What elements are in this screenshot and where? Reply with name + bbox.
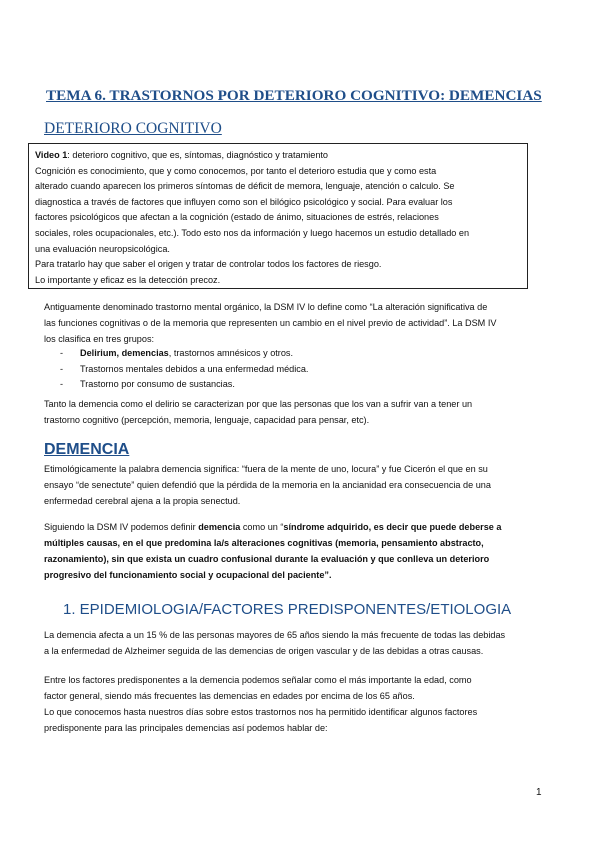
- video-summary-text: [35, 148, 530, 288]
- box-line: Lo importante y eficaz es la detección precoz.: [35, 274, 221, 285]
- text-line: predisponente para las principales demencias así podemos hablar de:: [44, 723, 328, 733]
- list-item-bold: Delirium, demencias: [80, 348, 169, 358]
- text-line: ensayo “de senectute” quien defendió que la pérdida de la memoria en la ancianidad era consecuencia de una: [44, 480, 491, 490]
- list-item-text: Trastornos mentales debidos a una enfermedad médica.: [80, 363, 309, 374]
- paragraph-etimologia: [44, 461, 574, 509]
- list-bullet: -: [60, 379, 64, 390]
- section-heading-demencia: DEMENCIA: [44, 441, 130, 458]
- text-line: las funciones cognitivas o de la memoria que representen un cambio en el nivel previo de actividad”. La DSM IV: [44, 318, 497, 328]
- paragraph-definicion-demencia: [44, 519, 574, 583]
- text-line: Tanto la demencia como el delirio se caracterizan por que las personas que los van a sufrir van a tener un: [44, 399, 473, 409]
- box-line: diagnostica a través de factores que influyen como son el bilógico psicológico y social. Para evaluar los: [35, 196, 453, 207]
- section-heading-deterioro: DETERIORO COGNITIVO: [44, 120, 222, 137]
- box-line: factores psicológicos que afectan a la cognición (estado de ánimo, situaciones de estrés, relaciones: [35, 212, 439, 223]
- text-line: trastorno cognitivo (percepción, memoria, lenguaje, capacidad para pensar, etc).: [44, 415, 370, 425]
- video-heading-line: [35, 148, 530, 164]
- paragraph-dsm-definition: [44, 299, 564, 347]
- list-item-text: Trastorno por consumo de sustancias.: [80, 379, 235, 390]
- box-line: alterado cuando aparecen los primeros síntomas de déficit de memora, lenguaje, atención o calculo. Se: [35, 181, 455, 192]
- page-title: TEMA 6. TRASTORNOS POR DETERIORO COGNITIVO: DEMENCIAS: [46, 87, 542, 104]
- text-line: Antiguamente denominado trastorno mental orgánico, la DSM IV lo define como “La alteración significativa de: [44, 302, 488, 312]
- text-span: Siguiendo la DSM IV podemos definir: [44, 522, 199, 532]
- text-bold: demencia: [198, 522, 241, 532]
- video-label: Video 1: [35, 150, 68, 160]
- section-heading-epidemiologia: 1. EPIDEMIOLOGIA/FACTORES PREDISPONENTES/ETIOLOGIA: [63, 601, 512, 618]
- text-line: Lo que conocemos hasta nuestros días sobre estos trastornos nos ha permitido identificar algunos factores: [44, 707, 478, 717]
- paragraph-factores: [44, 672, 574, 736]
- text-bold: síndrome adquirido, es decir que puede deberse a: [283, 522, 502, 532]
- text-line: factor general, siendo más frecuentes las demencias en edades por encima de los 65 años.: [44, 691, 415, 701]
- text-bold: razonamiento), sin que exista un cuadro confusional durante la evaluación y que conlleva un deterioro: [44, 554, 490, 564]
- dsm-groups-list: [60, 346, 540, 393]
- text-line: [44, 535, 574, 551]
- box-line: Para tratarlo hay que saber el origen y tratar de controlar todos los factores de riesgo.: [35, 259, 382, 270]
- paragraph-prevalencia: [44, 627, 574, 659]
- text-bold: progresivo del funcionamiento social y ocupacional del paciente”.: [44, 570, 332, 580]
- text-span: como un “: [240, 522, 284, 532]
- list-bullet: -: [60, 363, 64, 374]
- text-line: [44, 567, 574, 583]
- box-line: Cognición es conocimiento, que y como conocemos, por tanto el deterioro estudia que y como esta: [35, 165, 437, 176]
- list-item: [60, 362, 540, 378]
- box-line: sociales, roles ocupacionales, etc.). Todo esto nos da información y luego hacemos un estudio detallado en: [35, 227, 470, 238]
- page-number: 1: [536, 787, 542, 798]
- list-bullet: -: [60, 348, 64, 358]
- text-line: los clasifica en tres grupos:: [44, 334, 155, 344]
- text-line: [44, 551, 574, 567]
- box-line: una evaluación neuropsicológica.: [35, 243, 170, 254]
- video-title: : deterioro cognitivo, que es, síntomas, diagnóstico y tratamiento: [67, 150, 329, 160]
- text-line: enfermedad cerebral ajena a la propia senectud.: [44, 496, 241, 506]
- list-item-text: , trastornos amnésicos y otros.: [168, 348, 294, 358]
- text-bold: múltiples causas, en el que predomina la/s alteraciones cognitivas (memoria, pensamiento abstracto,: [44, 538, 484, 548]
- list-item: [60, 346, 540, 362]
- paragraph-demencia-delirio: [44, 396, 564, 428]
- text-line: [44, 519, 574, 535]
- list-item: [60, 377, 540, 393]
- text-line: Entre los factores predisponentes a la demencia podemos señalar como el más importante la edad, como: [44, 675, 472, 685]
- text-line: a la enfermedad de Alzheimer seguida de las demencias de origen vascular y de las debidas a otras causas.: [44, 646, 484, 656]
- text-line: La demencia afecta a un 15 % de las personas mayores de 65 años siendo la más frecuente de todas las debidas: [44, 630, 506, 640]
- text-line: Etimológicamente la palabra demencia significa: “fuera de la mente de uno, locura” y fue Cicerón el que en su: [44, 464, 488, 474]
